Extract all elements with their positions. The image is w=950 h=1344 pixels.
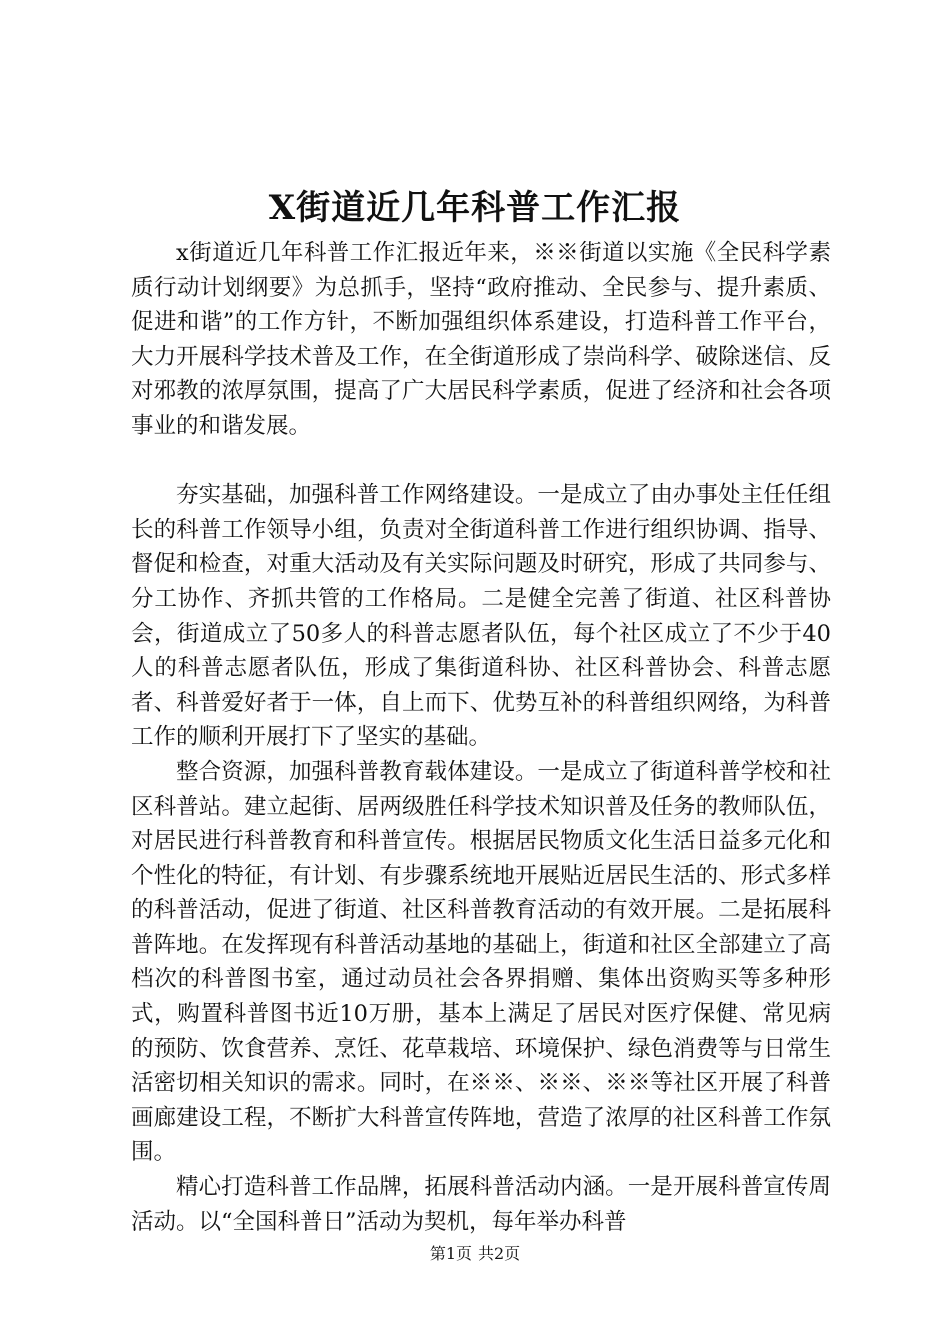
paragraph-spacer — [131, 444, 831, 479]
page-footer — [0, 1242, 950, 1266]
paragraph-intro: x街道近几年科普工作汇报近年来，※※街道以实施《全民科学素质行动计划纲要》为总抓手，坚持“政府推动、全民参与、提升素质、促进和谐”的工作方针，不断加强组织体系建设，打造科普工作平台，大力开展科学技术普及工作，在全街道形成了崇尚科学、破除迷信、反对邪教的浓厚氛围，提高了广大居民科学素质，促进了经济和社会各项事业的和谐发展。 — [131, 240, 831, 439]
paragraph-network-building: 夯实基础，加强科普工作网络建设。一是成立了由办事处主任任组长的科普工作领导小组，负责对全街道科普工作进行组织协调、指导、督促和检查，对重大活动及有关实际问题及时研究，形成了共同参与、分工协作、齐抓共管的工作格局。二是健全完善了街道、社区科普协会，街道成立了50多人的科普志愿者队伍，每个社区成立了不少于40人的科普志愿者队伍，形成了集街道科协、社区科普协会、科普志愿者、科普爱好者于一体，自上而下、优势互补的科普组织网络，为科普工作的顺利开展打下了坚实的基础。 — [131, 482, 831, 751]
page-number-total: 共2页 — [478, 1244, 521, 1263]
paragraph-education-carrier: 整合资源，加强科普教育载体建设。一是成立了街道科普学校和社区科普站。建立起街、居两级胜任科学技术知识普及任务的教师队伍，对居民进行科普教育和科普宣传。根据居民物质文化生活日益多元化和个性化的特征，有计划、有步骤系统地开展贴近居民生活的、形式多样的科普活动，促进了街道、社区科普教育活动的有效开展。二是拓展科普阵地。在发挥现有科普活动基地的基础上，街道和社区全部建立了高档次的科普图书室，通过动员社会各界捐赠、集体出资购买等多种形式，购置科普图书近10万册，基本上满足了居民对医疗保健、常见病的预防、饮食营养、烹饪、花草栽培、环境保护、绿色消费等与日常生活密切相关知识的需求。同时，在※※、※※、※※等社区开展了科普画廊建设工程，不断扩大科普宣传阵地，营造了浓厚的社区科普工作氛围。 — [131, 758, 831, 1166]
document-body — [131, 236, 831, 1239]
page-number-current: 第1页 — [429, 1244, 472, 1263]
paragraph-brand-building: 精心打造科普工作品牌，拓展科普活动内涵。一是开展科普宣传周活动。以“全国科普日”活动为契机，每年举办科普 — [131, 1174, 831, 1235]
document-title: X街道近几年科普工作汇报 — [268, 188, 682, 228]
